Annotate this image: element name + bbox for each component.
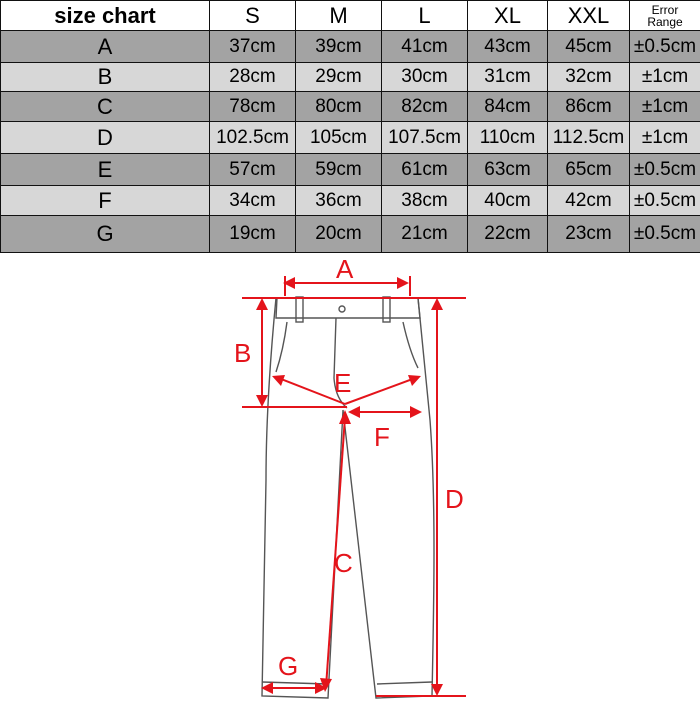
error-cell: ±1cm <box>630 63 700 92</box>
table-cell: 110cm <box>468 122 548 154</box>
hem-right <box>377 682 432 684</box>
table-cell: 86cm <box>548 92 630 122</box>
table-cell: 30cm <box>382 63 468 92</box>
error-cell: ±0.5cm <box>630 186 700 216</box>
table-cell: 84cm <box>468 92 548 122</box>
error-cell: ±1cm <box>630 92 700 122</box>
size-chart-title: size chart <box>1 1 210 31</box>
label-f: F <box>374 422 390 452</box>
table-cell: 21cm <box>382 216 468 253</box>
table-cell: 57cm <box>210 154 296 186</box>
row-label: A <box>1 31 210 63</box>
size-header: M <box>296 1 382 31</box>
label-a: A <box>336 254 354 284</box>
table-cell: 32cm <box>548 63 630 92</box>
size-header: XL <box>468 1 548 31</box>
measurement-b <box>234 298 347 407</box>
table-cell: 31cm <box>468 63 548 92</box>
table-cell: 80cm <box>296 92 382 122</box>
table-cell: 41cm <box>382 31 468 63</box>
size-header: L <box>382 1 468 31</box>
table-cell: 36cm <box>296 186 382 216</box>
table-cell: 112.5cm <box>548 122 630 154</box>
error-cell: ±0.5cm <box>630 31 700 63</box>
table-cell: 34cm <box>210 186 296 216</box>
error-header-line: Error <box>651 2 679 17</box>
pocket-right <box>403 322 418 368</box>
error-cell: ±0.5cm <box>630 216 700 253</box>
table-cell: 20cm <box>296 216 382 253</box>
row-label: E <box>1 154 210 186</box>
pants-outer-shape <box>262 298 434 698</box>
measurement-e <box>272 368 421 404</box>
table-cell: 61cm <box>382 154 468 186</box>
label-b: B <box>234 338 252 368</box>
table-cell: 37cm <box>210 31 296 63</box>
table-cell: 38cm <box>382 186 468 216</box>
label-e: E <box>334 368 352 398</box>
row-label: D <box>1 122 210 154</box>
row-label: G <box>1 216 210 253</box>
label-g: G <box>278 651 299 681</box>
table-cell: 40cm <box>468 186 548 216</box>
table-cell: 105cm <box>296 122 382 154</box>
measurement-g <box>261 651 327 694</box>
size-header: S <box>210 1 296 31</box>
table-cell: 39cm <box>296 31 382 63</box>
table-cell: 29cm <box>296 63 382 92</box>
label-c: C <box>334 548 353 578</box>
table-cell: 65cm <box>548 154 630 186</box>
table-cell: 107.5cm <box>382 122 468 154</box>
measurement-a <box>283 254 410 296</box>
table-cell: 23cm <box>548 216 630 253</box>
row-label: F <box>1 186 210 216</box>
table-cell: 59cm <box>296 154 382 186</box>
label-d: D <box>445 484 464 514</box>
table-cell: 78cm <box>210 92 296 122</box>
error-cell: ±1cm <box>630 122 700 154</box>
error-cell: ±0.5cm <box>630 154 700 186</box>
row-label: B <box>1 63 210 92</box>
table-cell: 19cm <box>210 216 296 253</box>
table-cell: 43cm <box>468 31 548 63</box>
table-cell: 22cm <box>468 216 548 253</box>
row-label: C <box>1 92 210 122</box>
measurement-f <box>348 406 422 452</box>
table-cell: 63cm <box>468 154 548 186</box>
error-header-line: Range <box>647 14 683 29</box>
size-header: XXL <box>548 1 630 31</box>
table-cell: 42cm <box>548 186 630 216</box>
table-cell: 28cm <box>210 63 296 92</box>
table-cell: 102.5cm <box>210 122 296 154</box>
pocket-left <box>276 322 287 372</box>
measurement-d <box>376 298 466 696</box>
pants-outline <box>262 297 434 698</box>
waist-button <box>339 306 345 312</box>
table-cell: 45cm <box>548 31 630 63</box>
table-cell: 82cm <box>382 92 468 122</box>
waistband <box>276 298 420 318</box>
